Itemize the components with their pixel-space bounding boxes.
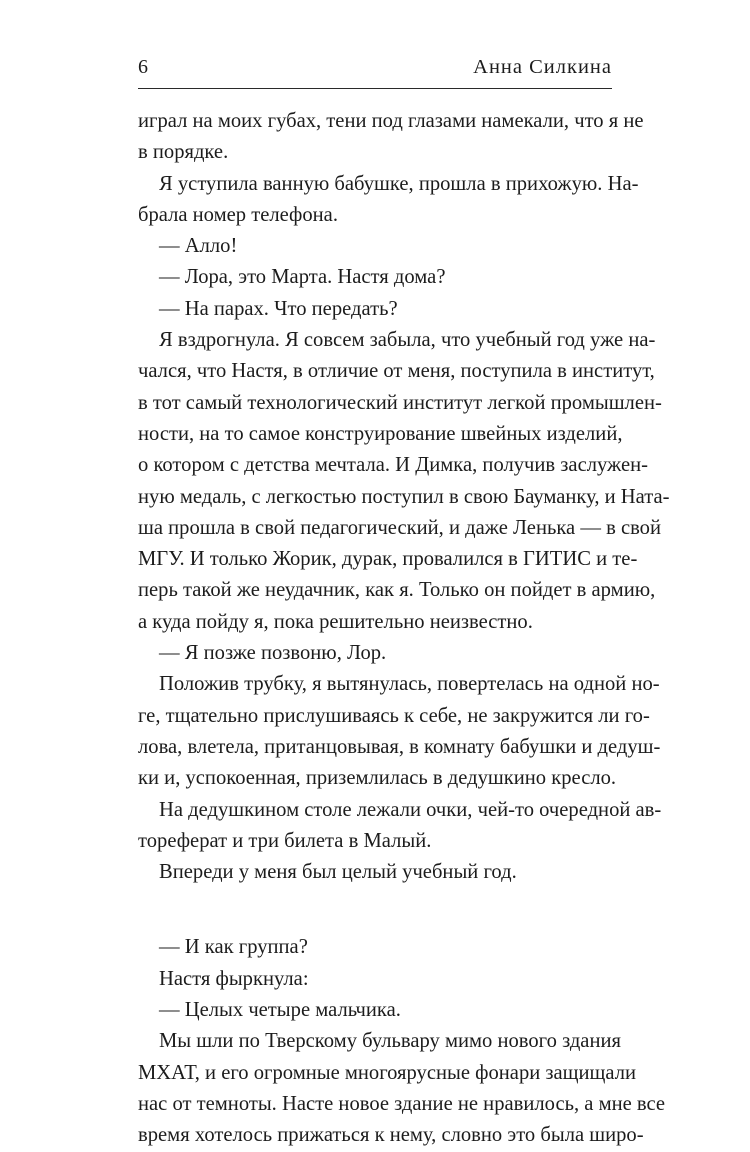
text-line: перь такой же неудачник, как я. Только он пойдет в армию, [138,579,656,602]
text-line: Мы шли по Тверскому бульвару мимо нового здания [159,1030,621,1053]
running-header [138,56,612,86]
text-line: Я вздрогнула. Я совсем забыла, что учебный год уже на- [159,329,656,352]
page-number: 6 [138,56,149,78]
text-line: тореферат и три билета в Малый. [138,829,432,852]
text-line: играл на моих губах, тени под глазами намекали, что я не [138,110,644,132]
text-line: — На парах. Что передать? [159,297,398,320]
text-line: ную медаль, с легкостью поступил в свою Бауманку, и Ната- [138,485,670,508]
text-line: время хотелось прижаться к нему, словно это была широ- [138,1124,644,1147]
text-line: Положив трубку, я вытянулась, повертелась на одной но- [159,673,660,696]
body-text [138,106,670,1152]
text-line: МГУ. И только Жорик, дурак, провалился в ГИТИС и те- [138,548,638,571]
text-line: ности, на то самое конструирование швейных изделий, [138,422,623,445]
text-line: а куда пойду я, пока решительно неизвестно. [138,610,533,633]
text-block-before-break [138,106,670,888]
text-line: в тот самый технологический институт легкой промышлен- [138,391,662,414]
text-line: нас от темноты. Насте новое здание не нравилось, а мне все [138,1092,666,1115]
text-line: о котором с детства мечтала. И Димка, получив заслужен- [138,454,648,477]
text-line: — Лора, это Марта. Настя дома? [159,266,446,289]
text-line: ша прошла в свой педагогический, и даже Ленька — в свой [138,516,661,539]
text-block-after-break [138,932,666,1151]
section-break [138,888,612,932]
text-line: Настя фыркнула: [159,967,309,990]
text-line: брала номер телефона. [138,203,338,226]
text-line: — Целых четыре мальчика. [159,999,401,1022]
text-line: лова, влетела, пританцовывая, в комнату бабушки и дедуш- [138,735,661,758]
text-line: Впереди у меня был целый учебный год. [159,861,517,884]
text-line: На дедушкином столе лежали очки, чей-то очередной ав- [159,798,662,821]
text-line: — Алло! [159,235,238,258]
text-line: ки и, успокоенная, приземлилась в дедушкино кресло. [138,767,617,790]
text-line: — И как группа? [159,936,308,959]
text-line: Я уступила ванную бабушке, прошла в прихожую. На- [159,172,639,195]
running-title-author: Анна Силкина [473,56,612,78]
text-line: МХАТ, и его огромные многоярусные фонари защищали [138,1061,637,1084]
text-line: чался, что Настя, в отличие от меня, поступила в институт, [138,360,655,383]
text-line: ге, тщательно прислушиваясь к себе, не закружится ли го- [138,704,650,727]
text-line: в порядке. [138,141,229,164]
text-line: — Я позже позвоню, Лор. [159,642,387,665]
header-rule [138,88,612,89]
